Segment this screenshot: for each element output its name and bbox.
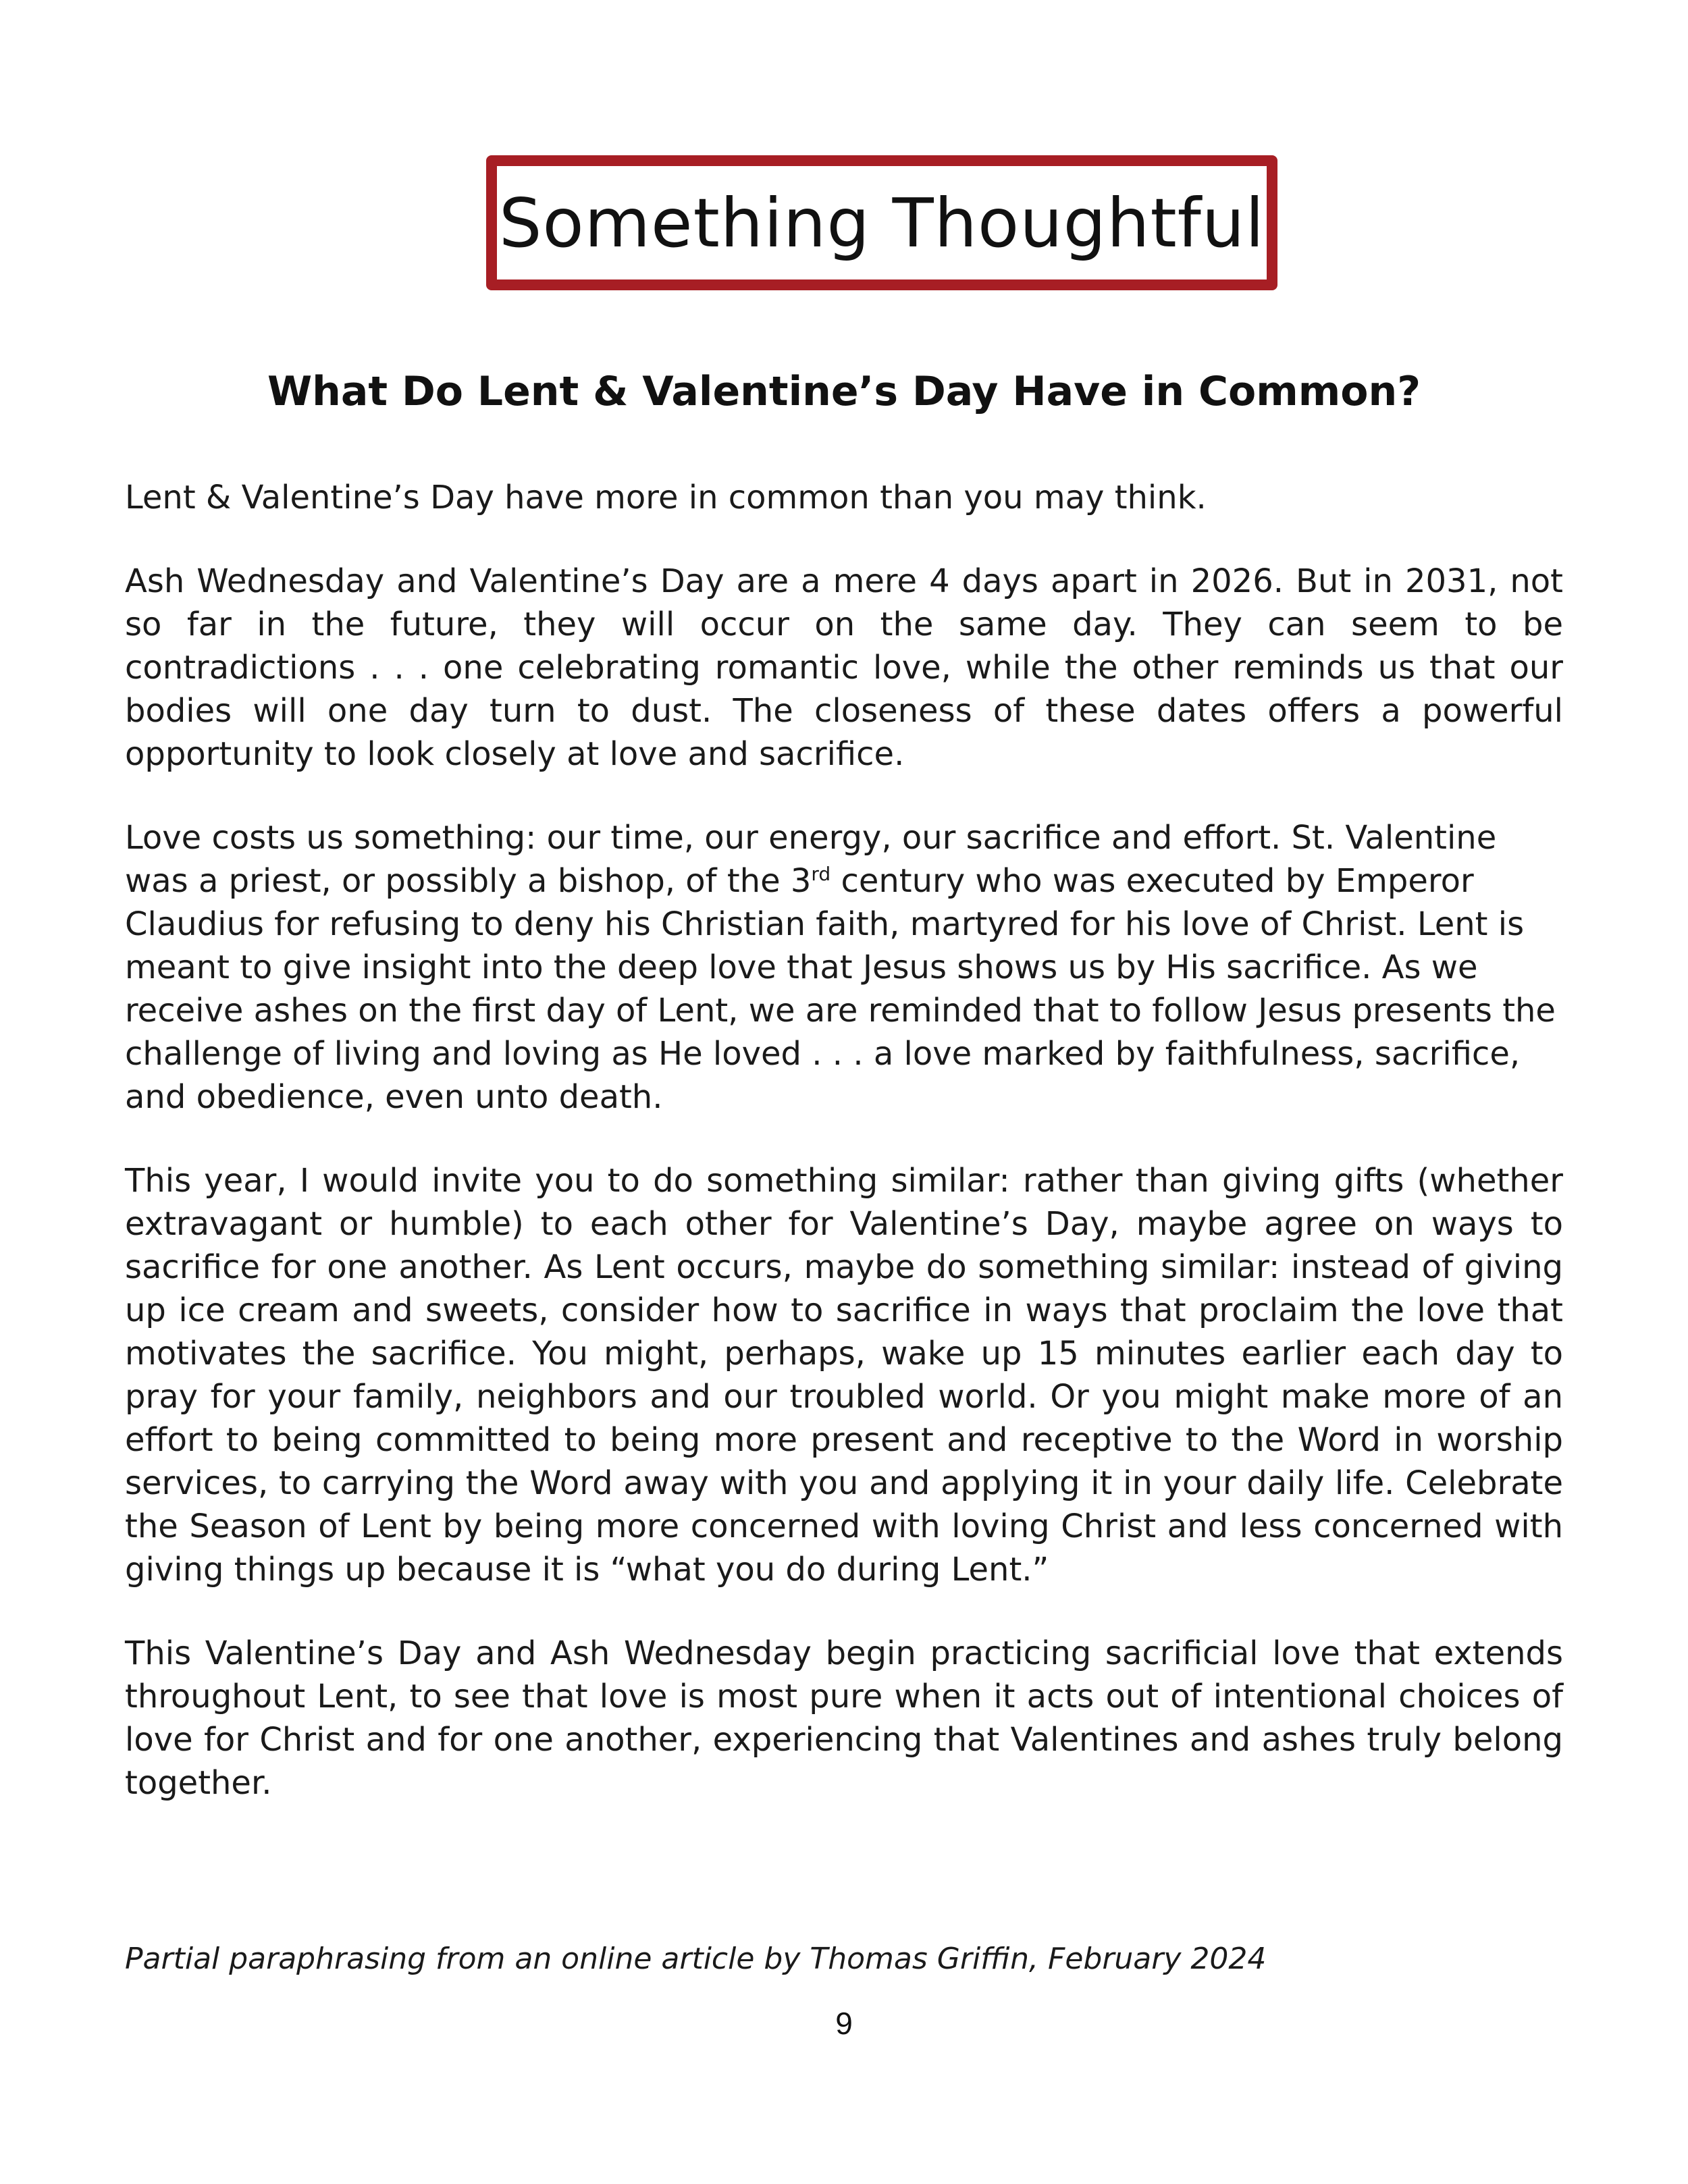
section-title-box xyxy=(486,155,1277,290)
article-paragraph-2: Ash Wednesday and Valentine’s Day are a mere 4 days apart in 2026. But in 2031, not so far in the future, they will occur on the same day. They can seem to be contradictions . . . one celebrating romantic love, while the other reminds us that our bodies will one day turn to dust. The closeness of these dates offers a powerful opportunity to look closely at love and sacrifice. xyxy=(125,562,1563,773)
page-number: 9 xyxy=(835,2006,853,2041)
article-paragraph-3 xyxy=(125,816,1563,1119)
article-intro: Lent & Valentine’s Day have more in common than you may think. xyxy=(125,479,1207,516)
article-paragraph-5: This Valentine’s Day and Ash Wednesday begin practicing sacrificial love that extends throughout Lent, to see that love is most pure when it acts out of intentional choices of love for Christ and for one another, experiencing that Valentines and ashes truly belong together. xyxy=(125,1634,1563,1802)
section-title: Something Thoughtful xyxy=(498,183,1265,263)
article-paragraph-4: This year, I would invite you to do something similar: rather than giving gifts (whether extravagant or humble) to each other for Valentine’s Day, maybe agree on ways to sacrifice for one another. As Lent occurs, maybe do something similar: instead of giving up ice cream and sweets, consider how to sacrifice in ways that proclaim the love that motivates the sacrifice. You might, perhaps, wake up 15 minutes earlier each day to pray for your family, neighbors and our troubled world. Or you might make more of an effort to being committed to being more present and receptive to the Word in worship services, to carrying the Word away with you and applying it in your daily life. Celebrate the Season of Lent by being more concerned with loving Christ and less concerned with giving things up because it is “what you do during Lent.” xyxy=(125,1162,1563,1589)
article-heading: What Do Lent & Valentine’s Day Have in Common? xyxy=(267,368,1421,415)
paragraph-3-text-end: century who was executed by Emperor Claudius for refusing to deny his Christian faith, martyred for his love of Christ. Lent is meant to give insight into the deep love that Jesus shows us by His sacrifice. As we receive ashes on the first day of Lent, we are reminded that to follow Jesus presents the challenge of living and loving as He loved . . . a love marked by faithfulness, sacrifice, and obedience, even unto death. xyxy=(125,862,1556,1116)
article-credit: Partial paraphrasing from an online article by Thomas Griffin, February 2024 xyxy=(125,1942,1267,1976)
article-body xyxy=(125,476,1563,1845)
paragraph-3-text-start: Love costs us something: our time, our energy, our sacrifice and effort. St. Valentine was a priest, or possibly a bishop, of the 3 xyxy=(125,819,1497,900)
ordinal-superscript: rd xyxy=(811,863,831,885)
